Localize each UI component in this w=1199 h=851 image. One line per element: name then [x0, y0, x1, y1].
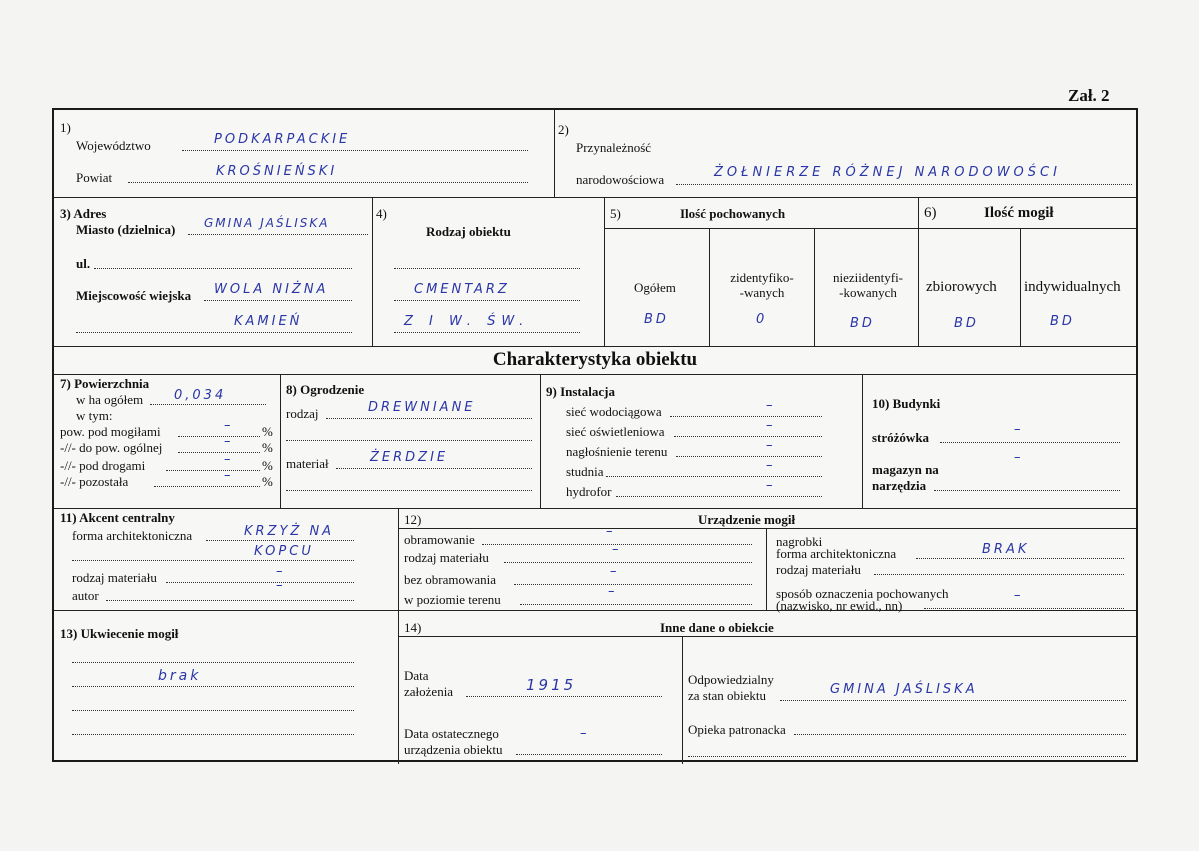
hydrophore-label: hydrofor	[566, 484, 612, 499]
buried-count-label: Ilość pochowanych	[680, 206, 786, 221]
central-accent-label: 11) Akcent centralny	[60, 510, 175, 525]
marking-label-1: sposób oznaczenia pochowanych	[776, 586, 949, 601]
collective-value: BD	[954, 316, 979, 331]
fence-label: 8) Ogrodzenie	[286, 382, 365, 397]
area-graves-label: pow. pod mogiłami	[60, 424, 161, 439]
county-value: KROŚNIEŃSKI	[216, 164, 338, 179]
village-value: WOLA NIŻNA	[214, 282, 329, 297]
tombstones-label: nagrobki	[776, 534, 823, 549]
central-form-value-2: KOPCU	[254, 544, 314, 559]
s6-number: 6)	[924, 205, 937, 221]
area-graves-value: –	[224, 418, 234, 433]
object-type-label: Rodzaj obiektu	[426, 224, 511, 239]
area-roads-label: -//- pod drogami	[60, 458, 146, 473]
no-framing-value: –	[610, 564, 620, 579]
central-form-label: forma architektoniczna	[72, 528, 193, 543]
water-label: sieć wodociągowa	[566, 404, 662, 419]
patronage-label: Opieka patronacka	[688, 722, 786, 737]
other-data-label: Inne dane o obiekcie	[660, 620, 774, 635]
central-material-label: rodzaj materiału	[72, 570, 157, 585]
s4-number: 4)	[376, 206, 387, 221]
lighting-label: sieć oświetleniowa	[566, 424, 665, 439]
flowers-value: brak	[158, 668, 202, 684]
last-arrangement-value: –	[580, 726, 590, 741]
area-roads-pct: %	[262, 458, 273, 473]
founded-value: 1915	[526, 676, 577, 694]
area-total-label: w ha ogółem	[76, 392, 144, 407]
col-individual: indywidualnych	[1024, 279, 1121, 295]
marking-label-2: (nazwisko, nr ewid., nn)	[776, 598, 903, 613]
area-general-label: -//- do pow. ogólnej	[60, 440, 163, 455]
author-label: autor	[72, 588, 99, 603]
well-label: studnia	[566, 464, 604, 479]
storage-value: –	[1014, 450, 1024, 465]
founded-label-1: Data	[404, 668, 429, 683]
well-value: –	[766, 458, 776, 473]
s12-number: 12)	[404, 512, 422, 527]
responsible-value: GMINA JAŚLISKA	[830, 682, 978, 697]
area-other-label: -//- pozostała	[60, 474, 129, 489]
fence-type-value: DREWNIANE	[368, 400, 476, 415]
ground-level-value: –	[608, 584, 618, 599]
flowers-label: 13) Ukwiecenie mogił	[60, 626, 179, 641]
nationality-label-2: narodowościowa	[576, 172, 665, 187]
address-label: 3) Adres	[60, 206, 107, 221]
graves-equipment-label: Urządzenie mogił	[698, 512, 796, 527]
marking-value: –	[1014, 588, 1024, 603]
characteristics-title: Charakterystyka obiektu	[492, 349, 698, 370]
city-value: GMINA JAŚLISKA	[204, 216, 330, 230]
nationality-label-1: Przynależność	[576, 140, 652, 155]
s14-number: 14)	[404, 620, 422, 635]
individual-value: BD	[1050, 314, 1075, 329]
area-label: 7) Powierzchnia	[60, 376, 150, 391]
area-including: w tym:	[76, 408, 113, 423]
village-value-2: KAMIEŃ	[234, 314, 303, 329]
sound-value: –	[766, 438, 776, 453]
voivodeship-label: Województwo	[76, 138, 151, 153]
responsible-label-1: Odpowiedzialny	[688, 672, 774, 687]
fence-material-label: materiał	[286, 456, 329, 471]
last-arrangement-label-2: urządzenia obiektu	[404, 742, 503, 757]
s1-number: 1)	[60, 120, 71, 135]
total-value: BD	[644, 312, 669, 327]
record-form	[52, 108, 1138, 762]
water-value: –	[766, 398, 776, 413]
s2-number: 2)	[558, 122, 569, 137]
last-arrangement-label-1: Data ostatecznego	[404, 726, 499, 741]
hydrophore-value: –	[766, 478, 776, 493]
identified-value: 0	[756, 312, 768, 327]
author-value: –	[276, 578, 286, 593]
voivodeship-value: PODKARPACKIE	[214, 132, 351, 147]
tomb-form-value: BRAK	[982, 542, 1030, 557]
street-label: ul.	[76, 256, 91, 271]
graves-count-label: Ilość mogił	[984, 205, 1054, 221]
sound-label: nagłośnienie terenu	[566, 444, 668, 459]
storage-label-1: magazyn na	[872, 462, 939, 477]
no-framing-label: bez obramowania	[404, 572, 497, 587]
area-graves-pct: %	[262, 424, 273, 439]
village-label: Miejscowość wiejska	[76, 288, 192, 303]
responsible-label-2: za stan obiektu	[688, 688, 766, 703]
ground-level-label: w poziomie terenu	[404, 592, 501, 607]
framing-label: obramowanie	[404, 532, 475, 547]
installation-label: 9) Instalacja	[546, 384, 615, 399]
object-type-value-2: Z I W. ŚW.	[404, 314, 530, 329]
central-material-value: –	[276, 564, 286, 579]
attachment-label: Zał. 2	[1068, 86, 1110, 105]
storage-label-2: narzędzia	[872, 478, 927, 493]
guardhouse-label: stróżówka	[872, 430, 930, 445]
framing-value: –	[606, 524, 616, 539]
central-form-value-1: KRZYŻ NA	[244, 524, 335, 539]
area-total-value: 0,034	[174, 388, 227, 403]
city-label: Miasto (dzielnica)	[76, 222, 176, 237]
tomb-form-label: forma architektoniczna	[776, 546, 897, 561]
area-general-pct: %	[262, 440, 273, 455]
area-other-pct: %	[262, 474, 273, 489]
framing-material-value: –	[612, 542, 622, 557]
area-general-value: –	[224, 434, 234, 449]
fence-material-value: ŻERDZIE	[370, 450, 449, 465]
col-total: Ogółem	[634, 280, 676, 295]
founded-label-2: założenia	[404, 684, 454, 699]
guardhouse-value: –	[1014, 422, 1024, 437]
framing-material-label: rodzaj materiału	[404, 550, 489, 565]
col-unidentified: nieziidentyfi- -kowanych	[832, 270, 904, 300]
buildings-label: 10) Budynki	[872, 396, 941, 411]
fence-type-label: rodzaj	[286, 406, 319, 421]
lighting-value: –	[766, 418, 776, 433]
object-type-value-1: CMENTARZ	[414, 282, 510, 297]
area-roads-value: –	[224, 452, 234, 467]
county-label: Powiat	[76, 170, 113, 185]
nationality-value: ŻOŁNIERZE RÓŻNEJ NARODOWOŚCI	[714, 165, 1061, 180]
unidentified-value: BD	[850, 316, 875, 331]
tomb-material-label: rodzaj materiału	[776, 562, 861, 577]
area-other-value: –	[224, 468, 234, 483]
col-collective: zbiorowych	[926, 279, 997, 295]
s5-number: 5)	[610, 206, 621, 221]
col-identified: zidentyfiko- -wanych	[730, 270, 794, 300]
